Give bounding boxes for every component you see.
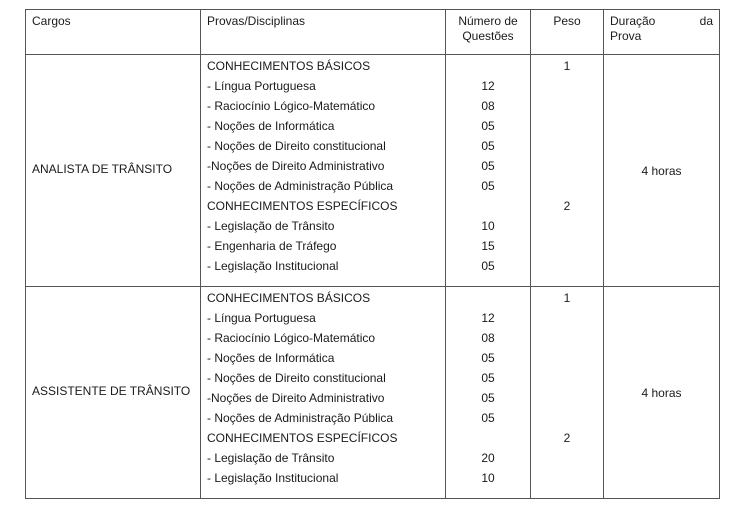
peso-value — [537, 216, 597, 236]
peso-list — [531, 55, 604, 287]
numero-questoes-value: 10 — [481, 219, 495, 233]
header-duracao-line2: Prova — [610, 29, 642, 43]
peso-value — [537, 236, 597, 256]
cargo-row — [26, 55, 720, 287]
disciplina-item: CONHECIMENTOS BÁSICOS — [207, 291, 371, 305]
numero-questoes-value: 12 — [481, 79, 495, 93]
numero-questoes-list — [446, 287, 531, 499]
numero-questoes-value — [452, 196, 524, 216]
numero-questoes-value — [452, 288, 524, 308]
peso-value — [537, 256, 597, 276]
peso-value: 2 — [563, 431, 571, 445]
duracao-value: 4 horas — [604, 287, 720, 499]
disciplina-item: -Noções de Direito Administrativo — [207, 391, 385, 405]
header-cargos: Cargos — [26, 10, 201, 55]
disciplina-item: - Noções de Informática — [207, 119, 335, 133]
peso-value — [537, 368, 597, 388]
disciplinas-list — [201, 287, 446, 499]
cargo-row — [26, 287, 720, 499]
disciplina-item: - Noções de Administração Pública — [207, 179, 394, 193]
peso-value — [537, 448, 597, 468]
exam-table — [25, 9, 720, 499]
disciplina-item: - Legislação de Trânsito — [207, 219, 335, 233]
numero-questoes-value: 20 — [481, 451, 495, 465]
peso-value: 1 — [563, 291, 571, 305]
disciplina-item: - Noções de Direito constitucional — [207, 139, 386, 153]
header-numero — [446, 10, 531, 55]
peso-value: 1 — [563, 59, 571, 73]
header-numero-line2: Questões — [462, 29, 514, 43]
peso-value — [537, 408, 597, 428]
peso-value — [537, 348, 597, 368]
numero-questoes-value: 12 — [481, 311, 495, 325]
header-row — [26, 10, 720, 55]
disciplina-item: - Língua Portuguesa — [207, 311, 316, 325]
disciplinas-list — [201, 55, 446, 287]
peso-value — [537, 96, 597, 116]
numero-questoes-value: 05 — [481, 119, 495, 133]
header-duracao-word2: da — [699, 14, 713, 28]
peso-value — [537, 468, 597, 488]
disciplina-item: -Noções de Direito Administrativo — [207, 159, 385, 173]
peso-value — [537, 328, 597, 348]
disciplina-item: - Noções de Direito constitucional — [207, 371, 386, 385]
cargo-name: ASSISTENTE DE TRÂNSITO — [26, 287, 201, 499]
disciplina-item: - Engenharia de Tráfego — [207, 239, 337, 253]
disciplina-item: - Noções de Informática — [207, 351, 335, 365]
peso-value — [537, 388, 597, 408]
disciplina-item: CONHECIMENTOS ESPECÍFICOS — [207, 199, 398, 213]
disciplina-item: - Língua Portuguesa — [207, 79, 316, 93]
disciplina-item: - Raciocínio Lógico-Matemático — [207, 331, 376, 345]
header-duracao-word1: Duração — [610, 14, 656, 28]
peso-value — [537, 156, 597, 176]
disciplina-item: CONHECIMENTOS ESPECÍFICOS — [207, 431, 398, 445]
numero-questoes-value: 05 — [481, 371, 495, 385]
peso-value — [537, 136, 597, 156]
header-provas: Provas/Disciplinas — [201, 10, 446, 55]
peso-value — [537, 116, 597, 136]
disciplina-item: - Noções de Administração Pública — [207, 411, 394, 425]
disciplina-item: - Legislação de Trânsito — [207, 451, 335, 465]
cargo-name: ANALISTA DE TRÂNSITO — [26, 55, 201, 287]
numero-questoes-value: 15 — [481, 239, 495, 253]
numero-questoes-list — [446, 55, 531, 287]
numero-questoes-value: 05 — [481, 159, 495, 173]
numero-questoes-value — [452, 428, 524, 448]
numero-questoes-value: 05 — [481, 139, 495, 153]
header-numero-line1: Número de — [458, 14, 518, 28]
header-peso: Peso — [531, 10, 604, 55]
duracao-value: 4 horas — [604, 55, 720, 287]
numero-questoes-value: 05 — [481, 179, 495, 193]
numero-questoes-value: 08 — [481, 331, 495, 345]
disciplina-item: - Raciocínio Lógico-Matemático — [207, 99, 376, 113]
numero-questoes-value — [452, 56, 524, 76]
peso-list — [531, 287, 604, 499]
disciplina-item: - Legislação Institucional — [207, 259, 339, 273]
peso-value — [537, 308, 597, 328]
numero-questoes-value: 05 — [481, 351, 495, 365]
peso-value — [537, 176, 597, 196]
peso-value: 2 — [563, 199, 571, 213]
numero-questoes-value: 05 — [481, 391, 495, 405]
header-duracao-line1 — [610, 14, 713, 29]
numero-questoes-value: 08 — [481, 99, 495, 113]
header-duracao — [604, 10, 720, 55]
disciplina-item: - Legislação Institucional — [207, 471, 339, 485]
numero-questoes-value: 05 — [481, 259, 495, 273]
peso-value — [537, 76, 597, 96]
numero-questoes-value: 05 — [481, 411, 495, 425]
disciplina-item: CONHECIMENTOS BÁSICOS — [207, 59, 371, 73]
numero-questoes-value: 10 — [481, 471, 495, 485]
